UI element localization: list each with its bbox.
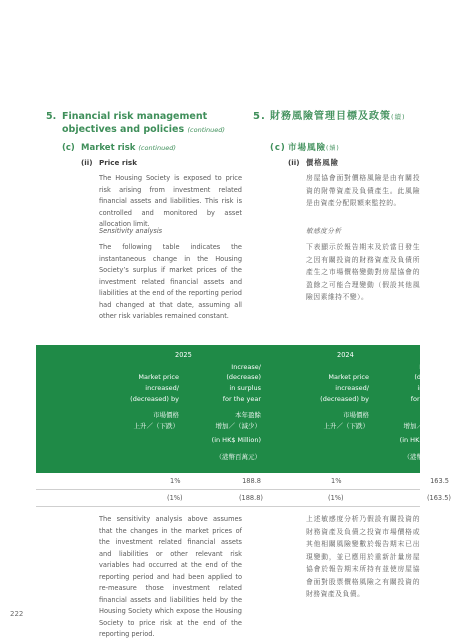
price-header-zh-2: 上升／（下跌） — [133, 422, 179, 430]
price-risk-paragraph-en: The Housing Society is exposed to price risk arising from investment related financial assets and liabilities. This risk is controlled and monitored by asset allocation limit. — [99, 174, 242, 228]
unit-en-2024: (in HK$ Million) — [399, 436, 449, 444]
price-header-zh-1: 市場價格 — [153, 411, 179, 419]
price-header-en-1: Market price — [138, 373, 179, 381]
section-title-en — [62, 110, 242, 137]
surplus-header-zh-2: 增加／（減少） — [215, 422, 261, 430]
assumption-paragraph-en: The sensitivity analysis above assumes that the changes in the market prices of the investment related financial assets and liabilities or other relevant risk variables had occurred at the end of the reporting period and had been applied to re-measure those investment related financial assets and liabilities held by the Housing Society which expose the Housing Society to price risk at the end of the reporting period. — [99, 515, 242, 638]
page-number: 222 — [10, 610, 24, 618]
unit-zh-2024: （港幣百萬元） — [403, 453, 449, 461]
row1-surplus-2024: 163.5 — [430, 477, 449, 485]
surplus-header-2024-en-4: for the year — [410, 395, 449, 403]
row1-price-2025: 1% — [170, 477, 181, 485]
row2-surplus-2025: (188.8) — [238, 494, 263, 502]
subsection-title-en — [81, 142, 176, 154]
subsection-number-en: (c) — [62, 143, 75, 153]
table-rule-bottom — [36, 506, 420, 507]
subsection-tag-en: (continued) — [138, 144, 176, 152]
table-rule-mid — [36, 489, 420, 490]
unit-en-2025: (in HK$ Million) — [211, 436, 261, 444]
year-2024: 2024 — [337, 351, 354, 359]
price-header-2024-en-1: Market price — [328, 373, 369, 381]
surplus-header-en-4: for the year — [222, 395, 261, 403]
surplus-header-2024-en-3: in surplus — [417, 384, 449, 392]
subsection-title-zh — [288, 142, 340, 155]
row1-surplus-2025: 188.8 — [242, 477, 261, 485]
row1-price-2024: 1% — [331, 477, 342, 485]
price-header-2024-en-3: (decreased) by — [320, 395, 369, 403]
row2-price-2025: (1%) — [167, 494, 183, 502]
section-tag-zh: (續) — [391, 113, 406, 121]
sensitivity-paragraph-zh: 下表顯示於報告期末及於當日發生之因有關投資的財務資產及負債所產生之市場價格變動對房屋協會的盈餘之可能合理變動（假設其他風險因素維持不變）。 — [306, 243, 420, 301]
section-number-zh: 5. — [253, 111, 266, 122]
item-title-zh: 價格風險 — [306, 158, 339, 167]
sensitivity-heading-zh: 敏感度分析 — [306, 227, 342, 235]
item-number-zh: (ii) — [288, 158, 300, 167]
price-header-en-2: increased/ — [145, 384, 179, 392]
section-title-en-text: Financial risk management objectives and policies — [62, 111, 208, 135]
price-header-2024-zh-1: 市場價格 — [343, 411, 369, 419]
unit-zh-2025: （港幣百萬元） — [215, 453, 261, 461]
section-number-en: 5. — [46, 111, 57, 122]
surplus-header-en-2: (decrease) — [226, 373, 261, 381]
section-title-zh-text: 財務風險管理目標及政策 — [270, 111, 391, 122]
year-2025: 2025 — [175, 351, 192, 359]
surplus-header-2024-en-2: (decrease) — [414, 373, 449, 381]
row2-price-2024: (1%) — [328, 494, 344, 502]
surplus-header-2024-zh-2: 增加／（減少） — [403, 422, 449, 430]
section-tag-en: (continued) — [187, 126, 225, 134]
assumption-paragraph-zh: 上述敏感度分析乃假設有關投資的財務資產及負債之投資市場價格或其他相關風險變數於報告期末已出現變動，並已應用於重新計量房屋協會於報告期末所持有並使房屋協會面對股票價格風險之有關投資的財務資產及負債。 — [306, 515, 420, 598]
item-title-en: Price risk — [99, 158, 137, 167]
item-number-en: (ii) — [81, 158, 93, 167]
table-rule-top — [36, 472, 420, 473]
sensitivity-heading-en: Sensitivity analysis — [99, 227, 163, 235]
surplus-header-2024-zh-1: 本年盈餘 — [423, 411, 449, 419]
surplus-header-2024-en-1: Increase/ — [419, 363, 449, 371]
subsection-title-en-text: Market risk — [81, 143, 136, 153]
row2-surplus-2024: (163.5) — [426, 494, 451, 502]
subsection-number-zh: (c) — [270, 143, 286, 153]
surplus-header-en-1: Increase/ — [231, 363, 261, 371]
price-header-2024-en-2: increased/ — [335, 384, 369, 392]
price-header-2024-zh-2: 上升／（下跌） — [323, 422, 369, 430]
subsection-title-zh-text: 市場風險 — [288, 143, 327, 153]
sensitivity-paragraph-en: The following table indicates the instantaneous change in the Housing Society’s surplus if market prices of the investment related financial assets and liabilities at the end of the reporting period had changed at that date, assuming all other risk variables remained constant. — [99, 243, 242, 320]
section-title-zh — [270, 110, 406, 124]
surplus-header-en-3: in surplus — [229, 384, 261, 392]
surplus-header-zh-1: 本年盈餘 — [235, 411, 261, 419]
price-risk-paragraph-zh: 房屋協會面對價格風險是由有關投資的附帶資產及負債產生。此風險是由資產分配限額來監控的。 — [306, 174, 420, 207]
subsection-tag-zh: (續) — [326, 145, 340, 152]
price-header-en-3: (decreased) by — [130, 395, 179, 403]
